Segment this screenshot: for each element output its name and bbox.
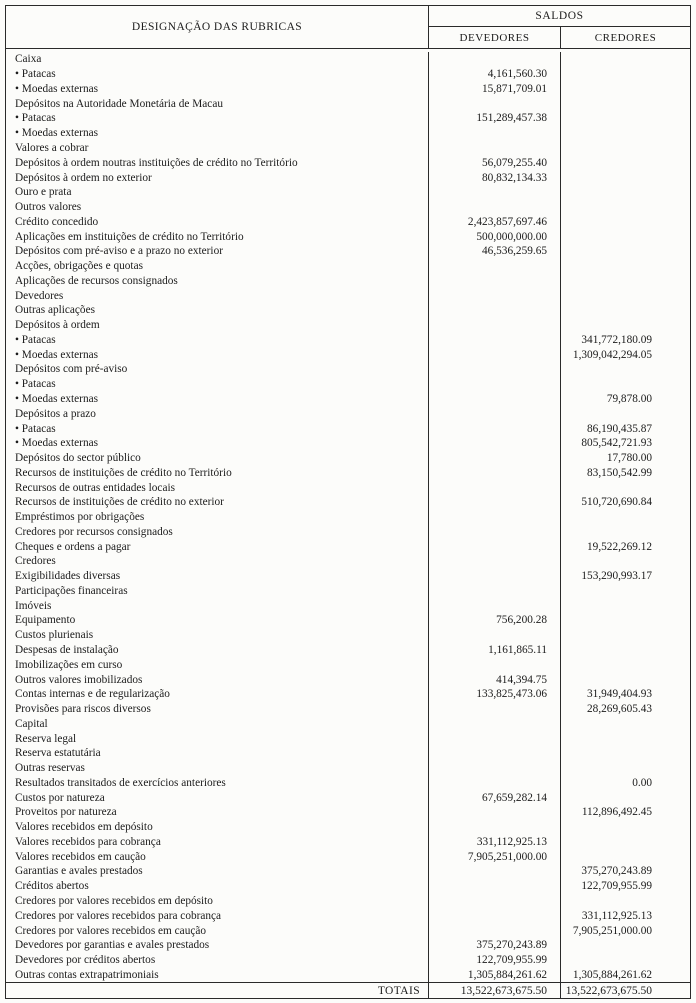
devedores-value: 15,871,709.01 bbox=[429, 82, 561, 97]
column-group-saldos bbox=[429, 6, 690, 48]
devedores-value bbox=[429, 303, 561, 318]
credores-value bbox=[561, 716, 690, 731]
devedores-value: 375,270,243.89 bbox=[429, 938, 561, 953]
rubrica-label: Outras aplicações bbox=[6, 303, 429, 318]
devedores-value bbox=[429, 333, 561, 348]
devedores-value: 151,289,457.38 bbox=[429, 111, 561, 126]
credores-value bbox=[561, 849, 690, 864]
table-row bbox=[6, 539, 690, 554]
rubrica-label: Imobilizações em curso bbox=[6, 657, 429, 672]
table-row bbox=[6, 406, 690, 421]
credores-value: 83,150,542.99 bbox=[587, 466, 652, 479]
table-row bbox=[6, 953, 690, 968]
credores-value: 122,709,955.99 bbox=[581, 880, 652, 893]
table-row bbox=[6, 392, 690, 407]
devedores-value: 2,423,857,697.46 bbox=[429, 214, 561, 229]
rubrica-label: Contas internas e de regularização bbox=[6, 687, 429, 702]
devedores-value: 80,832,134.33 bbox=[429, 170, 561, 185]
devedores-value bbox=[429, 436, 561, 451]
column-header-devedores: DEVEDORES bbox=[429, 27, 561, 48]
table-row bbox=[6, 214, 690, 229]
rubrica-label: Credores por valores recebidos em caução bbox=[6, 923, 429, 938]
devedores-value bbox=[429, 776, 561, 791]
devedores-value bbox=[429, 96, 561, 111]
credores-value bbox=[561, 835, 690, 850]
rubrica-label: Despesas de instalação bbox=[6, 643, 429, 658]
rubrica-label: • Moedas externas bbox=[6, 436, 429, 451]
devedores-value bbox=[429, 746, 561, 761]
table-row bbox=[6, 155, 690, 170]
table-row bbox=[6, 52, 690, 67]
devedores-value: 500,000,000.00 bbox=[429, 229, 561, 244]
credores-value bbox=[561, 731, 690, 746]
credores-value bbox=[561, 657, 690, 672]
credores-value bbox=[561, 406, 690, 421]
credores-value: 341,772,180.09 bbox=[581, 333, 652, 346]
rubrica-label: Créditos abertos bbox=[6, 879, 429, 894]
table-row bbox=[6, 436, 690, 451]
credores-value bbox=[561, 155, 690, 170]
table-row bbox=[6, 835, 690, 850]
table-row bbox=[6, 790, 690, 805]
totals-row bbox=[6, 982, 690, 998]
table-row bbox=[6, 170, 690, 185]
table-row bbox=[6, 731, 690, 746]
rubrica-label: Custos por natureza bbox=[6, 790, 429, 805]
rubrica-label: Valores recebidos em depósito bbox=[6, 820, 429, 835]
rubrica-label: Credores por valores recebidos para cobrança bbox=[6, 908, 429, 923]
rubrica-label: Recursos de instituições de crédito no Território bbox=[6, 465, 429, 480]
table-row bbox=[6, 908, 690, 923]
devedores-value bbox=[429, 347, 561, 362]
table-row bbox=[6, 967, 690, 982]
devedores-value: 414,394.75 bbox=[429, 672, 561, 687]
devedores-value bbox=[429, 731, 561, 746]
credores-value: 153,290,993.17 bbox=[581, 570, 652, 583]
table-header bbox=[6, 6, 690, 49]
devedores-value bbox=[429, 510, 561, 525]
devedores-value bbox=[429, 495, 561, 510]
table-row bbox=[6, 938, 690, 953]
devedores-value bbox=[429, 200, 561, 215]
credores-value: 375,270,243.89 bbox=[581, 865, 652, 878]
credores-value: 86,190,435.87 bbox=[587, 422, 652, 435]
rubrica-label: • Moedas externas bbox=[6, 347, 429, 362]
table-row bbox=[6, 465, 690, 480]
devedores-value bbox=[429, 185, 561, 200]
credores-value bbox=[561, 362, 690, 377]
devedores-value bbox=[429, 480, 561, 495]
devedores-value bbox=[429, 908, 561, 923]
rubrica-label: Resultados transitados de exercícios anteriores bbox=[6, 776, 429, 791]
devedores-value bbox=[429, 864, 561, 879]
credores-value bbox=[561, 525, 690, 540]
rubrica-label: Depósitos à ordem no exterior bbox=[6, 170, 429, 185]
credores-value bbox=[561, 628, 690, 643]
table-row bbox=[6, 657, 690, 672]
credores-value bbox=[561, 200, 690, 215]
rubrica-label: Proveitos por natureza bbox=[6, 805, 429, 820]
credores-value bbox=[561, 111, 690, 126]
devedores-value bbox=[429, 702, 561, 717]
rubrica-label: Reserva legal bbox=[6, 731, 429, 746]
rubrica-label: Recursos de instituições de crédito no exterior bbox=[6, 495, 429, 510]
credores-value bbox=[561, 185, 690, 200]
credores-value bbox=[561, 554, 690, 569]
devedores-value: 7,905,251,000.00 bbox=[429, 849, 561, 864]
rubrica-label: Garantias e avales prestados bbox=[6, 864, 429, 879]
devedores-value bbox=[429, 288, 561, 303]
table-row bbox=[6, 643, 690, 658]
rubrica-label: Caixa bbox=[6, 52, 429, 67]
devedores-value bbox=[429, 392, 561, 407]
table-row bbox=[6, 716, 690, 731]
devedores-value bbox=[429, 716, 561, 731]
devedores-value bbox=[429, 451, 561, 466]
rubrica-label: Crédito concedido bbox=[6, 214, 429, 229]
rubrica-label: • Moedas externas bbox=[6, 82, 429, 97]
table-row bbox=[6, 67, 690, 82]
table-row bbox=[6, 761, 690, 776]
credores-value: 79,878.00 bbox=[606, 392, 652, 405]
table-body bbox=[6, 49, 690, 982]
rubrica-label: Outros valores bbox=[6, 200, 429, 215]
credores-value bbox=[561, 672, 690, 687]
rubrica-label: Reserva estatutária bbox=[6, 746, 429, 761]
devedores-value bbox=[429, 362, 561, 377]
devedores-value bbox=[429, 879, 561, 894]
credores-value bbox=[561, 318, 690, 333]
devedores-value bbox=[429, 273, 561, 288]
rubrica-label: Empréstimos por obrigações bbox=[6, 510, 429, 525]
credores-value bbox=[561, 259, 690, 274]
table-row bbox=[6, 569, 690, 584]
devedores-value: 1,305,884,261.62 bbox=[429, 967, 561, 982]
credores-value bbox=[561, 273, 690, 288]
rubrica-label: Aplicações em instituições de crédito no Território bbox=[6, 229, 429, 244]
devedores-value bbox=[429, 569, 561, 584]
table-row bbox=[6, 229, 690, 244]
credores-value: 510,720,690.84 bbox=[581, 496, 652, 509]
table-row bbox=[6, 244, 690, 259]
table-row bbox=[6, 672, 690, 687]
rubrica-label: Outras contas extrapatrimoniais bbox=[6, 967, 429, 982]
devedores-value bbox=[429, 539, 561, 554]
devedores-value bbox=[429, 894, 561, 909]
table-row bbox=[6, 510, 690, 525]
rubrica-label: Depósitos à ordem noutras instituições de crédito no Território bbox=[6, 155, 429, 170]
rubrica-label: • Moedas externas bbox=[6, 392, 429, 407]
table-row bbox=[6, 702, 690, 717]
devedores-value bbox=[429, 598, 561, 613]
table-row bbox=[6, 318, 690, 333]
credores-value bbox=[561, 820, 690, 835]
credores-value bbox=[561, 510, 690, 525]
rubrica-label: Capital bbox=[6, 716, 429, 731]
credores-value: 31,949,404.93 bbox=[587, 688, 652, 701]
table-row bbox=[6, 111, 690, 126]
credores-value bbox=[561, 598, 690, 613]
devedores-value bbox=[429, 377, 561, 392]
credores-value bbox=[561, 613, 690, 628]
table-row bbox=[6, 598, 690, 613]
credores-value: 331,112,925.13 bbox=[581, 909, 652, 922]
rubrica-label: Credores por valores recebidos em depósito bbox=[6, 894, 429, 909]
devedores-value bbox=[429, 141, 561, 156]
credores-value bbox=[561, 761, 690, 776]
credores-value bbox=[561, 170, 690, 185]
rubrica-label: Exigibilidades diversas bbox=[6, 569, 429, 584]
credores-value bbox=[561, 214, 690, 229]
credores-value bbox=[561, 938, 690, 953]
column-header-saldos: SALDOS bbox=[429, 6, 690, 27]
table-row bbox=[6, 480, 690, 495]
rubrica-label: Depósitos com pré-aviso e a prazo no exterior bbox=[6, 244, 429, 259]
table-row bbox=[6, 879, 690, 894]
table-row bbox=[6, 259, 690, 274]
column-header-credores: CREDORES bbox=[594, 31, 657, 44]
table-row bbox=[6, 584, 690, 599]
rubrica-label: • Patacas bbox=[6, 421, 429, 436]
table-row bbox=[6, 451, 690, 466]
table-row bbox=[6, 776, 690, 791]
rubrica-label: Outros valores imobilizados bbox=[6, 672, 429, 687]
credores-value: 28,269,605.43 bbox=[587, 703, 652, 716]
table-row bbox=[6, 141, 690, 156]
devedores-value bbox=[429, 584, 561, 599]
rubrica-label: Outras reservas bbox=[6, 761, 429, 776]
rubrica-label: Ouro e prata bbox=[6, 185, 429, 200]
devedores-value: 4,161,560.30 bbox=[429, 67, 561, 82]
credores-value bbox=[561, 584, 690, 599]
rubrica-label: Depósitos a prazo bbox=[6, 406, 429, 421]
rubrica-label: • Patacas bbox=[6, 333, 429, 348]
rubrica-label: Valores recebidos para cobrança bbox=[6, 835, 429, 850]
rubrica-label: Provisões para riscos diversos bbox=[6, 702, 429, 717]
table-row bbox=[6, 554, 690, 569]
devedores-value bbox=[429, 421, 561, 436]
table-row bbox=[6, 687, 690, 702]
rubrica-label: Cheques e ordens a pagar bbox=[6, 539, 429, 554]
rubrica-label: Credores bbox=[6, 554, 429, 569]
table-row bbox=[6, 820, 690, 835]
rubrica-label: Devedores por créditos abertos bbox=[6, 953, 429, 968]
credores-value bbox=[561, 141, 690, 156]
table-row bbox=[6, 273, 690, 288]
rubrica-label: Depósitos com pré-aviso bbox=[6, 362, 429, 377]
table-row bbox=[6, 613, 690, 628]
credores-value: 0.00 bbox=[632, 776, 652, 789]
devedores-value bbox=[429, 820, 561, 835]
devedores-value: 46,536,259.65 bbox=[429, 244, 561, 259]
devedores-value bbox=[429, 126, 561, 141]
devedores-value: 1,161,865.11 bbox=[429, 643, 561, 658]
rubrica-label: Depósitos na Autoridade Monetária de Macau bbox=[6, 96, 429, 111]
rubrica-label: Aplicações de recursos consignados bbox=[6, 273, 429, 288]
table-row bbox=[6, 923, 690, 938]
devedores-value: 122,709,955.99 bbox=[429, 953, 561, 968]
credores-value bbox=[561, 894, 690, 909]
rubrica-label: • Moedas externas bbox=[6, 126, 429, 141]
rubrica-label: • Patacas bbox=[6, 111, 429, 126]
rubrica-label: Acções, obrigações e quotas bbox=[6, 259, 429, 274]
devedores-value: 56,079,255.40 bbox=[429, 155, 561, 170]
devedores-value: 133,825,473.06 bbox=[429, 687, 561, 702]
totals-devedores-value: 13,522,673,675.50 bbox=[429, 983, 561, 998]
credores-value: 112,896,492.45 bbox=[581, 806, 652, 819]
devedores-value bbox=[429, 52, 561, 67]
devedores-value bbox=[429, 761, 561, 776]
devedores-value bbox=[429, 657, 561, 672]
rubrica-label: Valores recebidos em caução bbox=[6, 849, 429, 864]
rubrica-label: Valores a cobrar bbox=[6, 141, 429, 156]
rubrica-label: Devedores por garantias e avales prestados bbox=[6, 938, 429, 953]
credores-value bbox=[561, 790, 690, 805]
credores-value bbox=[561, 126, 690, 141]
credores-value bbox=[561, 953, 690, 968]
rubrica-label: Credores por recursos consignados bbox=[6, 525, 429, 540]
credores-value bbox=[561, 82, 690, 97]
credores-value bbox=[561, 480, 690, 495]
devedores-value bbox=[429, 554, 561, 569]
devedores-value bbox=[429, 318, 561, 333]
devedores-value bbox=[429, 465, 561, 480]
rubrica-label: Imóveis bbox=[6, 598, 429, 613]
rubrica-label: • Patacas bbox=[6, 377, 429, 392]
table-row bbox=[6, 333, 690, 348]
devedores-value: 756,200.28 bbox=[429, 613, 561, 628]
credores-value: 7,905,251,000.00 bbox=[572, 924, 652, 937]
table-row bbox=[6, 96, 690, 111]
table-row bbox=[6, 82, 690, 97]
totals-credores-value: 13,522,673,675.50 bbox=[565, 984, 652, 997]
saldos-table bbox=[5, 5, 691, 999]
credores-value bbox=[561, 244, 690, 259]
credores-value bbox=[561, 67, 690, 82]
devedores-value bbox=[429, 259, 561, 274]
credores-value bbox=[561, 288, 690, 303]
table-row bbox=[6, 495, 690, 510]
table-row bbox=[6, 746, 690, 761]
table-row bbox=[6, 894, 690, 909]
credores-value: 1,309,042,294.05 bbox=[572, 348, 652, 361]
table-row bbox=[6, 525, 690, 540]
credores-value bbox=[561, 96, 690, 111]
table-row bbox=[6, 288, 690, 303]
rubrica-label: Recursos de outras entidades locais bbox=[6, 480, 429, 495]
table-row bbox=[6, 628, 690, 643]
table-row bbox=[6, 347, 690, 362]
credores-value bbox=[561, 303, 690, 318]
table-row bbox=[6, 864, 690, 879]
rubrica-label: Equipamento bbox=[6, 613, 429, 628]
devedores-value bbox=[429, 525, 561, 540]
credores-value bbox=[561, 377, 690, 392]
credores-value: 19,522,269.12 bbox=[587, 540, 652, 553]
devedores-value bbox=[429, 628, 561, 643]
credores-value: 17,780.00 bbox=[606, 452, 652, 465]
saldos-subheaders bbox=[429, 27, 690, 48]
table-row bbox=[6, 303, 690, 318]
table-row bbox=[6, 362, 690, 377]
table-row bbox=[6, 200, 690, 215]
table-row bbox=[6, 126, 690, 141]
credores-value bbox=[561, 52, 690, 67]
credores-value bbox=[561, 643, 690, 658]
column-header-designacao: DESIGNAÇÃO DAS RUBRICAS bbox=[6, 6, 429, 48]
rubrica-label: Depósitos à ordem bbox=[6, 318, 429, 333]
devedores-value bbox=[429, 805, 561, 820]
devedores-value: 331,112,925.13 bbox=[429, 835, 561, 850]
table-row bbox=[6, 377, 690, 392]
rubrica-label: Depósitos do sector público bbox=[6, 451, 429, 466]
table-row bbox=[6, 805, 690, 820]
credores-value: 805,542,721.93 bbox=[581, 437, 652, 450]
rubrica-label: Participações financeiras bbox=[6, 584, 429, 599]
table-row bbox=[6, 421, 690, 436]
credores-value: 1,305,884,261.62 bbox=[572, 968, 652, 981]
table-row bbox=[6, 185, 690, 200]
table-row bbox=[6, 849, 690, 864]
devedores-value: 67,659,282.14 bbox=[429, 790, 561, 805]
rubrica-label: • Patacas bbox=[6, 67, 429, 82]
credores-value bbox=[561, 229, 690, 244]
devedores-value bbox=[429, 406, 561, 421]
devedores-value bbox=[429, 923, 561, 938]
rubrica-label: Custos plurienais bbox=[6, 628, 429, 643]
rubrica-label: Devedores bbox=[6, 288, 429, 303]
totals-label: TOTAIS bbox=[6, 983, 429, 998]
credores-value bbox=[561, 746, 690, 761]
